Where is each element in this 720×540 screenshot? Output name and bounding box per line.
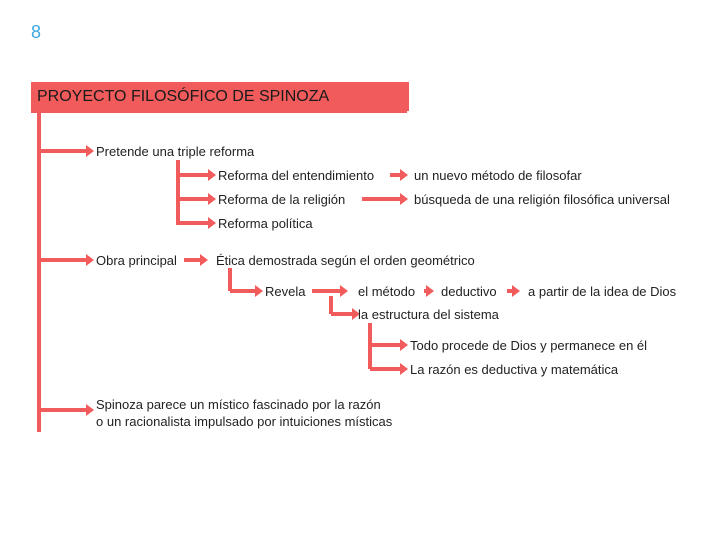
node-idea-dios: a partir de la idea de Dios xyxy=(528,284,677,299)
arrowhead-razon-deductiva xyxy=(400,363,408,375)
node-razon-deductiva: La razón es deductiva y matemática xyxy=(410,362,619,377)
node-obra-principal: Obra principal xyxy=(96,253,177,268)
arrowhead-entendimiento xyxy=(208,169,216,181)
node-religion-filosofica: búsqueda de una religión filosófica universal xyxy=(414,192,670,207)
arrowhead-metodo-filosofar xyxy=(400,169,408,181)
arrowhead-deductivo xyxy=(426,285,434,297)
page-title: PROYECTO FILOSÓFICO DE SPINOZA xyxy=(37,88,330,105)
arrowhead-idea-dios xyxy=(512,285,520,297)
arrowhead-religion xyxy=(208,193,216,205)
arrowhead-etica xyxy=(200,254,208,266)
arrowhead-reforma xyxy=(86,145,94,157)
node-reforma-religion: Reforma de la religión xyxy=(218,192,346,207)
arrowhead-religion-filosofica xyxy=(400,193,408,205)
arrowhead-obra xyxy=(86,254,94,266)
node-todo-procede: Todo procede de Dios y permanece en él xyxy=(410,338,648,353)
node-revela: Revela xyxy=(265,284,306,299)
node-metodo-filosofar: un nuevo método de filosofar xyxy=(414,168,582,183)
node-reforma-politica: Reforma política xyxy=(218,216,313,231)
node-reforma-triple: Pretende una triple reforma xyxy=(96,144,255,159)
node-conclusion-line-2: o un racionalista impulsado por intuiciones místicas xyxy=(96,414,393,429)
arrowhead-revela xyxy=(255,285,263,297)
arrowhead-el-metodo xyxy=(340,285,348,297)
node-deductivo: deductivo xyxy=(441,284,497,299)
arrowhead-todo-procede xyxy=(400,339,408,351)
arrowhead-conclusion xyxy=(86,404,94,416)
node-conclusion-line-1: Spinoza parece un místico fascinado por la razón xyxy=(96,397,381,412)
node-estructura: la estructura del sistema xyxy=(358,307,499,322)
arrowhead-politica xyxy=(208,217,216,229)
node-etica: Ética demostrada según el orden geométrico xyxy=(216,253,475,268)
slide-number: 8 xyxy=(31,22,42,42)
node-el-metodo: el método xyxy=(358,284,416,299)
node-reforma-entendimiento: Reforma del entendimiento xyxy=(218,168,375,183)
